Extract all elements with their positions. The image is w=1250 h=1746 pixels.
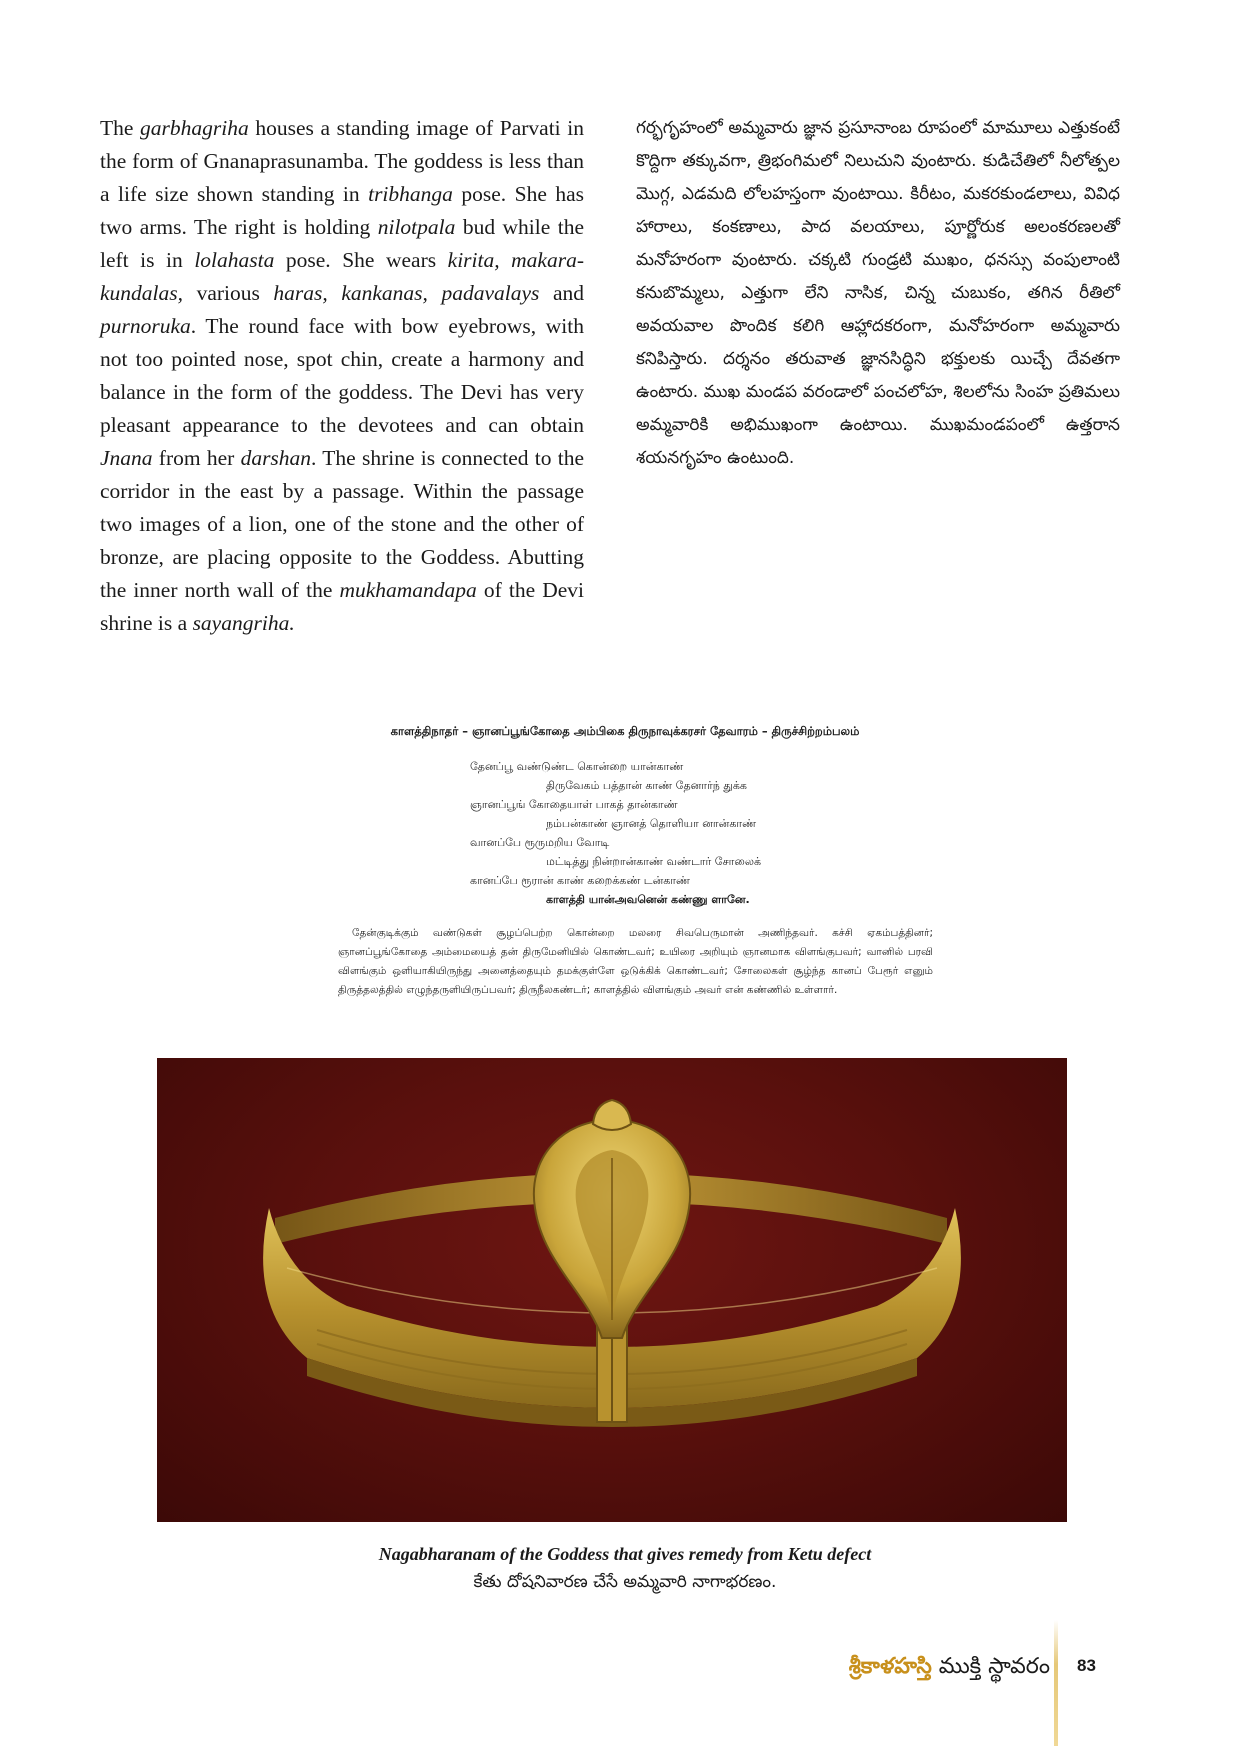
verse-line: மட்டித்து நின்றான்காண் வண்டார் சோலைக் <box>546 855 762 868</box>
telugu-body-text: గర్భగృహంలో అమ్మవారు జ్ఞాన ప్రసూనాంబ రూపంలో మామూలు ఎత్తుకంటే కొద్దిగా తక్కువగా, త్రిభంగిమలో నిలుచుని వుంటారు. కుడిచేతిలో నీలోత్పల మొగ్గ, ఎడమది లోలహస్తంగా వుంటాయి. కిరీటం, మకరకుండలాలు, వివిధ హారాలు, కంకణాలు, పాద వలయాలు, పూర్ణోరుక అలంకరణలతో మనోహరంగా వుంటారు. చక్కటి గుండ్రటి ముఖం, ధనస్సు వంపులాంటి కనుబొమ్మలు, ఎత్తుగా లేని నాసిక, చిన్న చుబుకం, తగిన రీతిలో అవయవాల పొందిక కలిగి ఆహ్లాదకరంగా, మనోహరంగా అమ్మవారు కనిపిస్తారు. దర్శనం తరువాత జ్ఞానసిద్ధిని భక్తులకు యిచ్చే దేవతగా ఉంటారు. ముఖ మండప వరండాలో పంచలోహ, శిలలోను సింహ ప్రతిమలు అమ్మవారికి అభిముఖంగా ఉంటాయి. ముఖమండపంలో ఉత్తరాన శయనగృహం ఉంటుంది. <box>636 118 1120 468</box>
italic-term: haras, kankanas, padavalays <box>273 281 540 305</box>
tamil-verse-explanation: தேன்குடிக்கும் வண்டுகள் சூழப்பெற்ற கொன்றை மலரை சிவபெருமான் அணிந்தவர். கச்சி ஏகம்பத்தினர்; ஞானப்பூங்கோதை அம்மையைத் தன் திருமேனியில் கொண்டவர்; உயிரை அறியும் ஞானமாக விளங்குபவர்; வானில் பரவி விளங்கும் ஒளியாகியிருந்து அனைத்தையும் தமக்குள்ளே ஒடுக்கிக் கொண்டவர்; சோலைகள் சூழ்ந்த கானப் பேரூர் எனும் திருத்தலத்தில் எழுந்தருளியிருப்பவர்; திருநீலகண்டர்; காளத்தில் விளங்கும் அவர் என் கண்ணில் உள்ளார். <box>338 927 933 996</box>
text-run: pose. She wears <box>274 248 448 272</box>
verse-line: நம்பன்காண் ஞானத் தொளியா னான்காண் <box>546 817 757 830</box>
footer-title-rest: ముక్తి స్థావరం <box>931 1654 1050 1679</box>
page-number: 83 <box>1077 1656 1096 1675</box>
italic-term: garbhagriha <box>140 116 249 140</box>
text-run: . The shrine is connected to the corridor in the east by a passage. Within the passage two images of a lion, one of the stone and the other of bronze, are placing opposite to the Goddess. Abutting the inner north wall of the <box>100 446 584 602</box>
italic-term: darshan <box>240 446 312 470</box>
text-run: and <box>539 281 584 305</box>
text-run: various <box>183 281 274 305</box>
english-body-text <box>100 112 584 640</box>
text-run: houses a standing image of Parvati in the form of Gnanaprasunamba. The goddess is less than a life size shown standing in <box>100 116 584 206</box>
footer-title-accent: శ్రీకాళహస్తి <box>848 1654 932 1679</box>
italic-term: kirita, makara-kundalas, <box>100 248 584 305</box>
text-run: The <box>100 116 141 140</box>
tamil-hymn-title: காளத்திநாதர் – ஞானப்பூங்கோதை அம்பிகை திருநாவுக்கரசர் தேவாரம் – திருச்சிற்றம்பலம் <box>390 724 860 738</box>
figure-caption-telugu: కేతు దోషనివారణ చేసే అమ్మవారి నాగాభరణం. <box>473 1572 777 1592</box>
footer-book-title <box>849 1654 1050 1684</box>
italic-term: tribhanga <box>368 182 453 206</box>
italic-term: nilotpala <box>377 215 456 239</box>
tamil-verse <box>470 757 890 909</box>
nagabharanam-gold-serpent-icon <box>157 1058 1067 1522</box>
verse-line: திருவேகம் பத்தான் காண் தேனார்ந் துக்க <box>546 779 747 792</box>
text-run: from her <box>152 446 241 470</box>
nagabharanam-photo <box>157 1058 1067 1522</box>
text-run: pose. She has two arms. The right is holding <box>100 182 584 239</box>
italic-term: sayangriha. <box>192 611 295 635</box>
verse-line: தேனப்பூ வண்டுண்ட கொன்றை யான்காண் <box>470 760 684 773</box>
text-run: of the Devi shrine is a <box>100 578 584 635</box>
text-run: bud while the left is in <box>100 215 584 272</box>
verse-line: வானப்பே ரூருமறிய வோடி <box>470 836 610 849</box>
italic-term: mukhamandapa <box>339 578 477 602</box>
text-run: . The round face with bow eyebrows, with not too pointed nose, spot chin, create a harmony and balance in the form of the goddess. The Devi has very pleasant appearance to the devotees and can obtain <box>100 314 584 437</box>
italic-term: purnoruka <box>100 314 191 338</box>
footer-gold-rule <box>1054 1620 1058 1746</box>
italic-term: lolahasta <box>194 248 275 272</box>
verse-line: ஞானப்பூங் கோதையாள் பாகத் தான்காண் <box>470 798 678 811</box>
verse-line: காளத்தி யான்அவனென் கண்ணு ளானே. <box>546 893 750 906</box>
verse-line: கானப்பே ரூரான் காண் கறைக்கண் டன்காண் <box>470 874 691 887</box>
figure-caption-english: Nagabharanam of the Goddess that gives remedy from Ketu defect <box>378 1544 872 1564</box>
italic-term: Jnana <box>100 446 153 470</box>
